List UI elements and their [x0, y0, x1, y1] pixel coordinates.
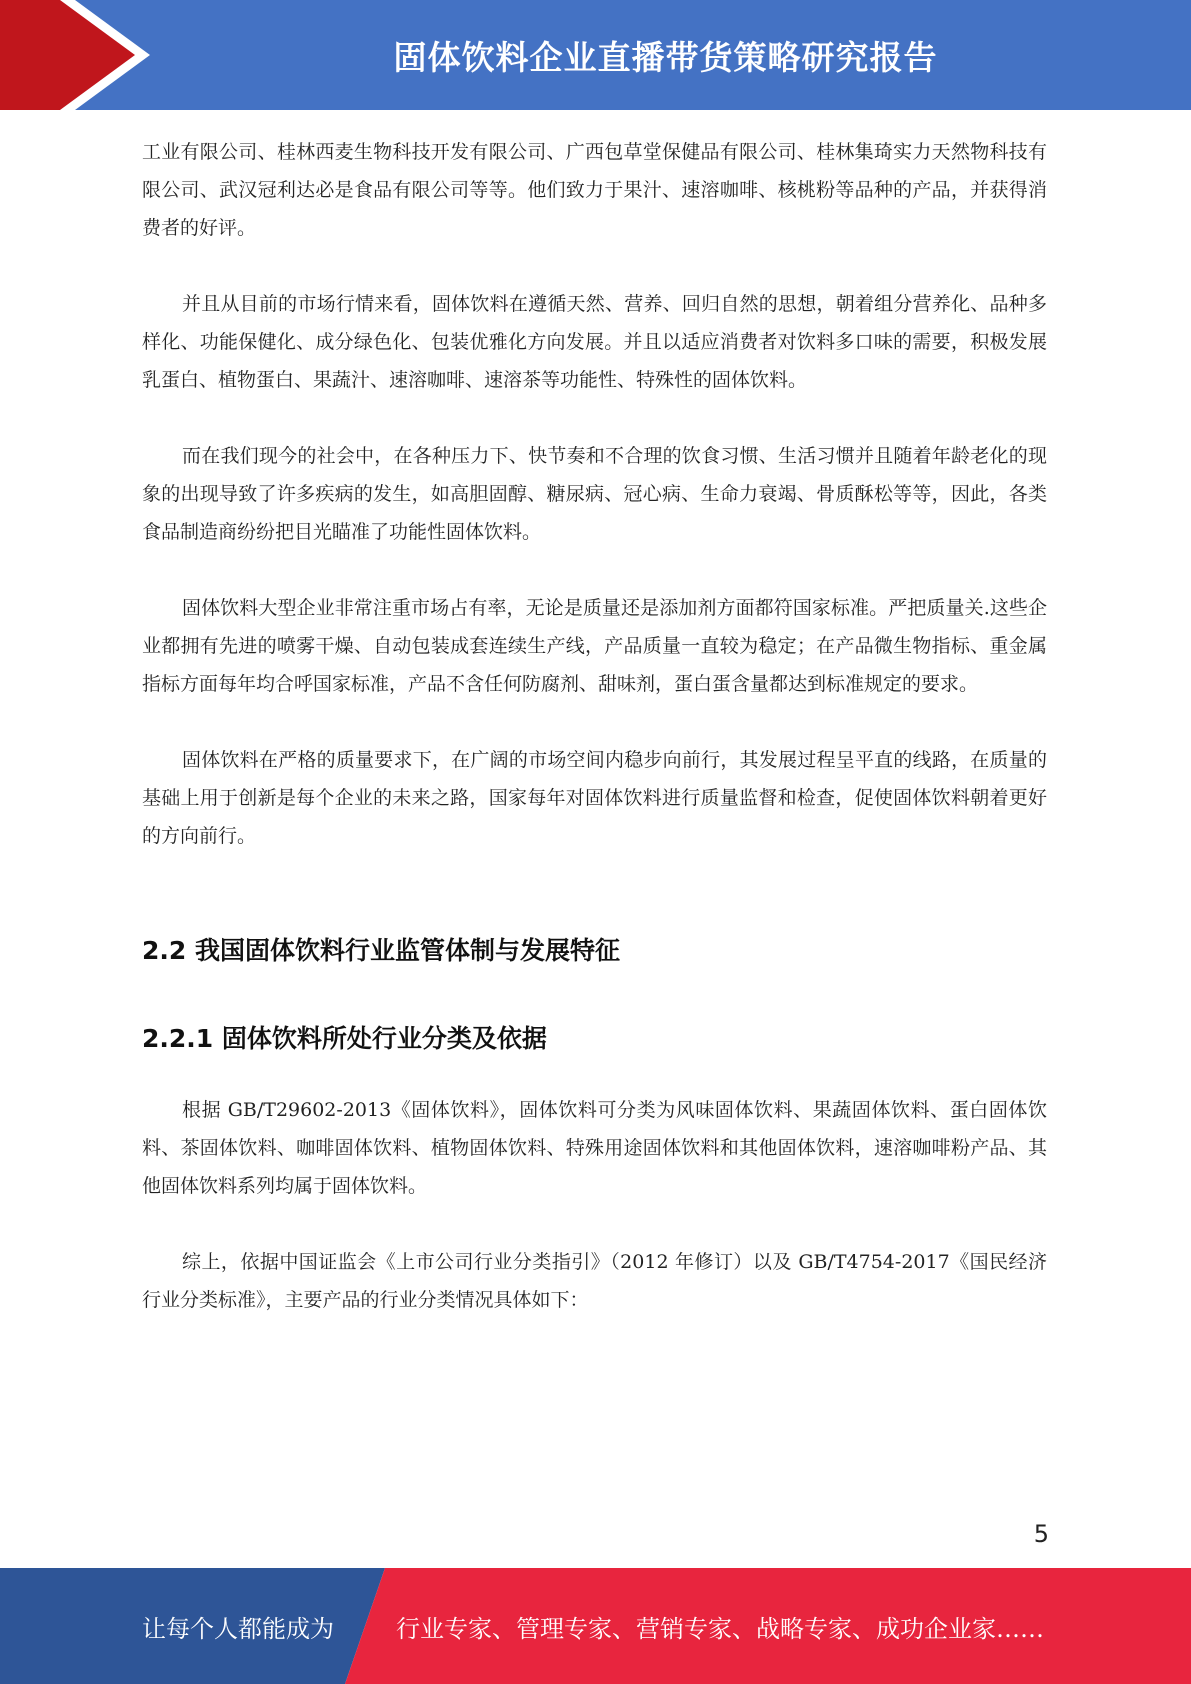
paragraph-1: 工业有限公司、桂林西麦生物科技开发有限公司、广西包草堂保健品有限公司、桂林集琦实力天然物科技有限公司、武汉冠利达必是食品有限公司等等。他们致力于果汁、速溶咖啡、核桃粉等品种的产品，并获得消费者的好评。 [142, 141, 1047, 239]
footer-slogan-left: 让每个人都能成为 [142, 1614, 334, 1643]
paragraph-4: 固体饮料大型企业非常注重市场占有率，无论是质量还是添加剂方面都符国家标准。严把质量关.这些企业都拥有先进的喷雾干燥、自动包装成套连续生产线，产品质量一直较为稳定；在产品微生物指标、重金属指标方面每年均合呼国家标准，产品不含任何防腐剂、甜味剂，蛋白蛋含量都达到标准规定的要求。 [142, 597, 1047, 695]
paragraph-3: 而在我们现今的社会中，在各种压力下、快节奏和不合理的饮食习惯、生活习惯并且随着年龄老化的现象的出现导致了许多疾病的发生，如高胆固醇、糖尿病、冠心病、生命力衰竭、骨质酥松等等，因此，各类食品制造商纷纷把目光瞄准了功能性固体饮料。 [142, 445, 1047, 543]
paragraph-6: 根据 GB/T29602-2013《固体饮料》，固体饮料可分类为风味固体饮料、果蔬固体饮料、蛋白固体饮料、茶固体饮料、咖啡固体饮料、植物固体饮料、特殊用途固体饮料和其他固体饮料，速溶咖啡粉产品、其他固体饮料系列均属于固体饮料。 [142, 1099, 1047, 1197]
page-footer [0, 1568, 1191, 1684]
subsection-heading: 2.2.1 固体饮料所处行业分类及依据 [142, 1024, 547, 1053]
section-heading: 2.2 我国固体饮料行业监管体制与发展特征 [142, 936, 620, 965]
page-header [0, 0, 1191, 110]
header-title: 固体饮料企业直播带货策略研究报告 [393, 37, 938, 77]
page-number: 5 [1033, 1520, 1049, 1548]
paragraph-7: 综上，依据中国证监会《上市公司行业分类指引》（2012 年修订）以及 GB/T4754-2017《国民经济行业分类标准》，主要产品的行业分类情况具体如下： [142, 1251, 1047, 1311]
footer-slogan-right: 行业专家、管理专家、营销专家、战略专家、成功企业家…… [396, 1614, 1044, 1643]
report-body [142, 133, 1047, 1319]
paragraph-2: 并且从目前的市场行情来看，固体饮料在遵循天然、营养、回归自然的思想，朝着组分营养化、品种多样化、功能保健化、成分绿色化、包装优雅化方向发展。并且以适应消费者对饮料多口味的需要，积极发展乳蛋白、植物蛋白、果蔬汁、速溶咖啡、速溶茶等功能性、特殊性的固体饮料。 [142, 293, 1047, 391]
paragraph-5: 固体饮料在严格的质量要求下，在广阔的市场空间内稳步向前行，其发展过程呈平直的线路，在质量的基础上用于创新是每个企业的未来之路，国家每年对固体饮料进行质量监督和检查，促使固体饮料朝着更好的方向前行。 [142, 749, 1047, 847]
